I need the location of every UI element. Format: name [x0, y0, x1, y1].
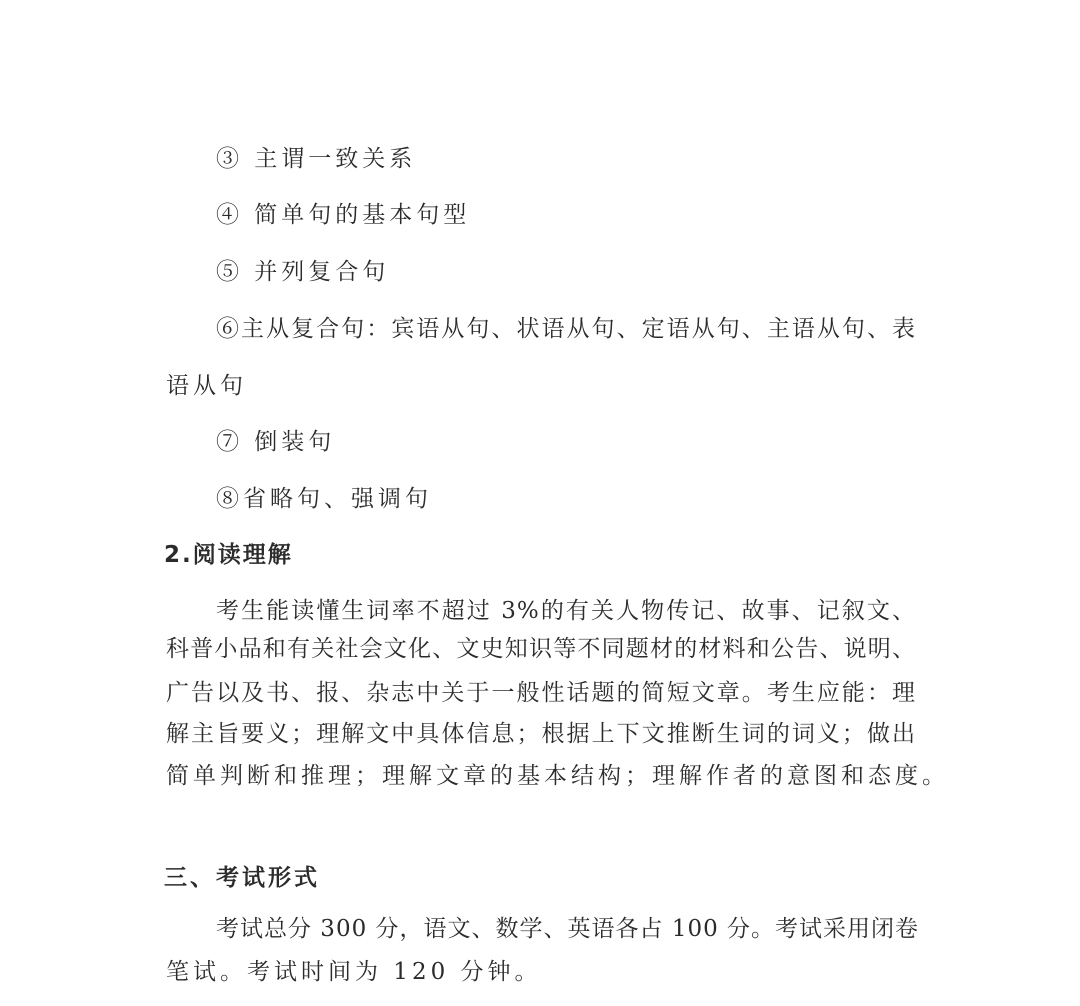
list-item-simple-sentence-patterns: ④ 简单句的基本句型 [216, 202, 471, 228]
list-item-complex-sentence-continued: 语从句 [166, 373, 247, 399]
section-heading-exam-format: 三、考试形式 [164, 865, 320, 891]
exam-format-line-1: 考试总分 300 分，语文、数学、英语各占 100 分。考试采用闭卷 [216, 916, 920, 942]
reading-paragraph-line-4: 解主旨要义；理解文中具体信息；根据上下文推断生词的词义；做出 [166, 721, 916, 747]
list-item-complex-sentence: ⑥主从复合句：宾语从句、状语从句、定语从句、主语从句、表 [216, 316, 916, 342]
reading-paragraph-line-2: 科普小品和有关社会文化、文史知识等不同题材的材料和公告、说明、 [166, 636, 916, 662]
list-item-ellipsis-emphasis: ⑧省略句、强调句 [216, 486, 432, 512]
exam-format-line-2: 笔试。考试时间为 120 分钟。 [166, 959, 542, 985]
list-item-compound-sentence: ⑤ 并列复合句 [216, 259, 390, 285]
section-heading-reading: 2.阅读理解 [164, 542, 293, 568]
list-item-subject-verb-agreement: ③ 主谓一致关系 [216, 146, 417, 172]
list-item-inversion: ⑦ 倒装句 [216, 429, 336, 455]
reading-paragraph-line-1: 考生能读懂生词率不超过 3%的有关人物传记、故事、记叙文、 [216, 598, 916, 624]
reading-paragraph-line-3: 广告以及书、报、杂志中关于一般性话题的简短文章。考生应能：理 [166, 680, 916, 706]
reading-paragraph-line-5: 简单判断和推理；理解文章的基本结构；理解作者的意图和态度。 [166, 763, 949, 789]
